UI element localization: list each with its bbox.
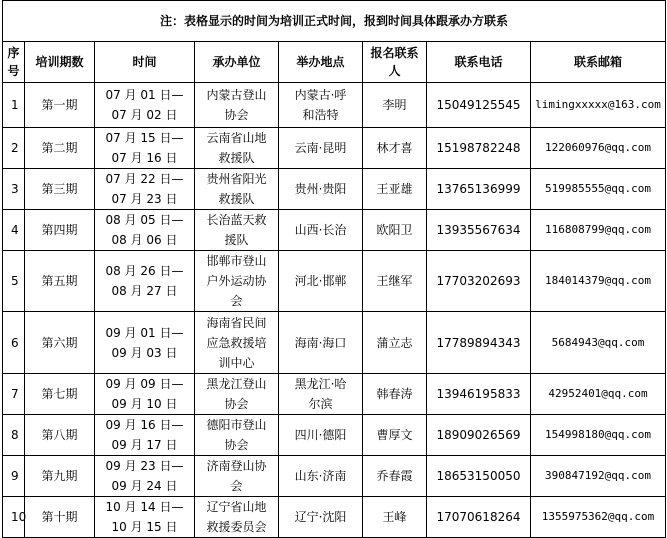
row-contact: 曹厚文 <box>363 415 427 456</box>
organizer-line: 海南省民间 <box>206 315 267 330</box>
row-email: 154998180@qq.com <box>531 415 666 456</box>
time-end: 07 月 16 日 <box>111 151 178 165</box>
row-organizer <box>195 456 279 497</box>
location-line: 辽宁·沈阳 <box>294 510 347 524</box>
row-session: 第九期 <box>25 456 95 497</box>
time-start: 08 月 26 日— <box>105 264 184 278</box>
row-contact: 王亚雄 <box>363 169 427 210</box>
organizer-line: 会 <box>230 479 243 493</box>
organizer-line: 救援队 <box>218 151 255 165</box>
row-location <box>279 251 363 312</box>
row-contact: 蒲立志 <box>363 312 427 374</box>
row-phone: 15049125545 <box>427 83 531 128</box>
row-session: 第一期 <box>25 83 95 128</box>
location-line: 四川·德阳 <box>294 428 347 442</box>
row-time <box>95 128 195 169</box>
header-location: 举办地点 <box>279 42 363 83</box>
organizer-line: 黑龙江登山 <box>206 377 267 391</box>
table-row <box>3 312 666 374</box>
organizer-line: 云南省山地 <box>206 131 267 145</box>
row-session: 第七期 <box>25 374 95 415</box>
time-start: 07 月 15 日— <box>105 131 184 145</box>
row-location <box>279 83 363 128</box>
time-start: 08 月 05 日— <box>105 213 184 227</box>
row-index: 6 <box>3 312 25 374</box>
organizer-line: 救援委员会 <box>206 520 267 534</box>
location-line: 尔滨 <box>308 397 333 411</box>
time-end: 09 月 03 日 <box>111 345 178 360</box>
location-line: 内蒙古·呼 <box>294 88 347 102</box>
table-row <box>3 210 666 251</box>
location-line: 黑龙江·哈 <box>294 377 347 391</box>
row-index: 9 <box>3 456 25 497</box>
header-row <box>3 42 666 83</box>
time-end: 07 月 23 日 <box>111 192 178 206</box>
row-index: 4 <box>3 210 25 251</box>
row-phone: 18653150050 <box>427 456 531 497</box>
header-index: 序号 <box>3 42 25 83</box>
row-email: 184014379@qq.com <box>531 251 666 312</box>
time-start: 09 月 23 日— <box>105 459 184 473</box>
location-line: 贵州·贵阳 <box>294 182 347 196</box>
organizer-line: 贵州省阳光 <box>206 172 267 186</box>
row-organizer <box>195 210 279 251</box>
row-phone: 13935567634 <box>427 210 531 251</box>
organizer-line: 协会 <box>224 397 249 411</box>
table-row <box>3 497 666 538</box>
location-line: 山东·济南 <box>294 469 347 483</box>
table-notice: 注：表格显示的时间为培训正式时间，报到时间具体跟承办方联系 <box>3 1 666 42</box>
header-email: 联系邮箱 <box>531 42 666 83</box>
row-time <box>95 497 195 538</box>
row-contact: 韩春涛 <box>363 374 427 415</box>
organizer-line: 协会 <box>224 108 249 122</box>
row-location <box>279 456 363 497</box>
row-phone: 17070618264 <box>427 497 531 538</box>
location-line: 山西·长治 <box>294 223 347 237</box>
row-email: 116808799@qq.com <box>531 210 666 251</box>
organizer-line: 邯郸市登山 <box>206 254 267 268</box>
table-row <box>3 83 666 128</box>
organizer-line: 协会 <box>224 438 249 452</box>
row-index: 2 <box>3 128 25 169</box>
row-location <box>279 169 363 210</box>
row-organizer <box>195 374 279 415</box>
row-time <box>95 210 195 251</box>
row-index: 3 <box>3 169 25 210</box>
organizer-line: 救援队 <box>218 192 255 206</box>
row-contact: 李明 <box>363 83 427 128</box>
row-location <box>279 497 363 538</box>
time-end: 10 月 15 日 <box>111 520 178 534</box>
row-time <box>95 374 195 415</box>
location-line: 河北·邯郸 <box>294 274 347 288</box>
row-time <box>95 251 195 312</box>
header-time: 时间 <box>95 42 195 83</box>
row-session: 第四期 <box>25 210 95 251</box>
row-organizer <box>195 251 279 312</box>
header-phone: 联系电话 <box>427 42 531 83</box>
row-location <box>279 312 363 374</box>
row-contact: 乔春霞 <box>363 456 427 497</box>
row-session: 第十期 <box>25 497 95 538</box>
row-phone: 13946195833 <box>427 374 531 415</box>
time-end: 09 月 10 日 <box>111 397 178 411</box>
table-row <box>3 169 666 210</box>
row-contact: 林才喜 <box>363 128 427 169</box>
row-location <box>279 415 363 456</box>
location-line: 和浩特 <box>302 108 339 122</box>
organizer-line: 应急救援培 <box>206 335 267 350</box>
organizer-line: 长治蓝天救 <box>206 213 267 227</box>
row-location <box>279 374 363 415</box>
row-email: limingxxxxx@163.com <box>531 83 666 128</box>
row-phone: 15198782248 <box>427 128 531 169</box>
row-time <box>95 83 195 128</box>
table-row <box>3 415 666 456</box>
row-index: 8 <box>3 415 25 456</box>
row-phone: 17789894343 <box>427 312 531 374</box>
row-organizer <box>195 497 279 538</box>
organizer-line: 户外运动协 <box>206 274 267 288</box>
time-start: 10 月 14 日— <box>105 500 184 514</box>
table-row <box>3 374 666 415</box>
row-time <box>95 169 195 210</box>
row-email: 1355975362@qq.com <box>531 497 666 538</box>
header-organizer: 承办单位 <box>195 42 279 83</box>
table-row <box>3 128 666 169</box>
organizer-line: 训中心 <box>218 355 255 370</box>
row-session: 第五期 <box>25 251 95 312</box>
organizer-line: 济南登山协 <box>206 459 267 473</box>
row-index: 1 <box>3 83 25 128</box>
row-session: 第三期 <box>25 169 95 210</box>
time-end: 09 月 24 日 <box>111 479 178 493</box>
time-start: 07 月 01 日— <box>105 88 184 102</box>
row-email: 5684943@qq.com <box>531 312 666 374</box>
row-organizer <box>195 128 279 169</box>
table-row <box>3 456 666 497</box>
training-schedule-table <box>2 0 666 538</box>
row-time <box>95 312 195 374</box>
row-location <box>279 210 363 251</box>
table-row <box>3 251 666 312</box>
table-body <box>3 83 666 538</box>
row-organizer <box>195 169 279 210</box>
row-organizer <box>195 415 279 456</box>
header-contact: 报名联系人 <box>363 42 427 83</box>
row-time <box>95 456 195 497</box>
row-organizer <box>195 312 279 374</box>
organizer-line: 内蒙古登山 <box>206 88 267 102</box>
row-phone: 18909026569 <box>427 415 531 456</box>
time-end: 08 月 27 日 <box>111 284 178 298</box>
row-organizer <box>195 83 279 128</box>
location-line: 云南·昆明 <box>294 141 347 155</box>
time-end: 08 月 06 日 <box>111 233 178 247</box>
row-session: 第二期 <box>25 128 95 169</box>
time-start: 09 月 01 日— <box>105 325 184 340</box>
row-email: 519985555@qq.com <box>531 169 666 210</box>
time-end: 07 月 02 日 <box>111 108 178 122</box>
row-index: 7 <box>3 374 25 415</box>
row-contact: 王继军 <box>363 251 427 312</box>
time-start: 09 月 16 日— <box>105 418 184 432</box>
time-start: 09 月 09 日— <box>105 377 184 391</box>
time-start: 07 月 22 日— <box>105 172 184 186</box>
time-end: 09 月 17 日 <box>111 438 178 452</box>
row-contact: 王峰 <box>363 497 427 538</box>
row-phone: 17703202693 <box>427 251 531 312</box>
notice-row <box>3 1 666 42</box>
row-email: 122060976@qq.com <box>531 128 666 169</box>
row-email: 390847192@qq.com <box>531 456 666 497</box>
row-email: 42952401@qq.com <box>531 374 666 415</box>
row-session: 第八期 <box>25 415 95 456</box>
organizer-line: 会 <box>230 294 243 308</box>
row-location <box>279 128 363 169</box>
row-phone: 13765136999 <box>427 169 531 210</box>
organizer-line: 援队 <box>224 233 249 247</box>
header-session: 培训期数 <box>25 42 95 83</box>
location-line: 海南·海口 <box>294 335 347 350</box>
row-session: 第六期 <box>25 312 95 374</box>
row-time <box>95 415 195 456</box>
row-index: 5 <box>3 251 25 312</box>
row-contact: 欧阳卫 <box>363 210 427 251</box>
organizer-line: 辽宁省山地 <box>206 500 267 514</box>
organizer-line: 德阳市登山 <box>206 418 267 432</box>
row-index: 10 <box>3 497 25 538</box>
